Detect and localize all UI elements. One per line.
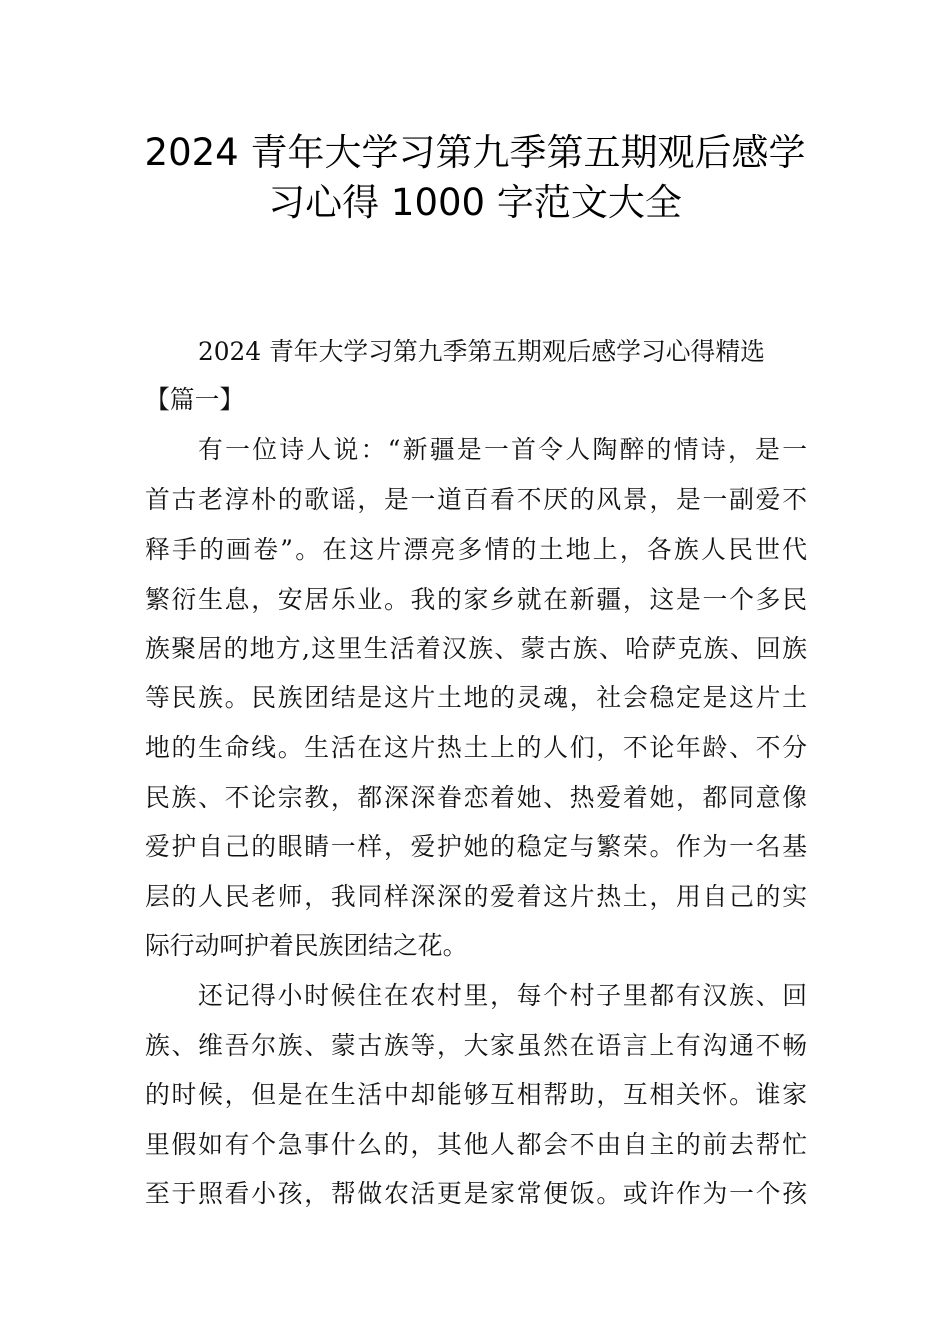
paragraph-2-line-3: 的时候，但是在生活中却能够互相帮助，互相关怀。谁家 — [145, 1080, 807, 1109]
paragraph-1-line-6: 等民族。民族团结是这片土地的灵魂，社会稳定是这片土 — [145, 683, 807, 712]
paragraph-1-line-1: 有一位诗人说：“新疆是一首令人陶醉的情诗，是一 — [198, 435, 807, 464]
paragraph-2-line-4: 里假如有个急事什么的，其他人都会不由自主的前去帮忙 — [145, 1130, 807, 1159]
paragraph-1-line-3: 释手的画卷”。在这片漂亮多情的土地上，各族人民世代 — [145, 535, 807, 564]
paragraph-1-line-9: 爱护自己的眼睛一样，爱护她的稳定与繁荣。作为一名基 — [145, 832, 807, 861]
paragraph-1-line-2: 首古老淳朴的歌谣，是一道百看不厌的风景，是一副爱不 — [145, 485, 807, 514]
paragraph-2-line-2: 族、维吾尔族、蒙古族等，大家虽然在语言上有沟通不畅 — [145, 1031, 807, 1060]
paragraph-1-line-11: 际行动呵护着民族团结之花。 — [145, 931, 468, 960]
subtitle-line-1: 2024 青年大学习第九季第五期观后感学习心得精选 — [198, 337, 765, 366]
paragraph-2-line-1: 还记得小时候住在农村里，每个村子里都有汉族、回 — [198, 981, 807, 1010]
paragraph-1-line-8: 民族、不论宗教，都深深眷恋着她、热爱着她，都同意像 — [145, 783, 807, 812]
paragraph-1-line-4: 繁衍生息，安居乐业。我的家乡就在新疆，这是一个多民 — [145, 585, 807, 614]
paragraph-2-line-5: 至于照看小孩，帮做农活更是家常便饭。或许作为一个孩 — [145, 1179, 807, 1208]
document-title-line-2: 习心得 1000 字范文大全 — [268, 181, 682, 224]
subtitle-line-2: 【篇一】 — [145, 385, 245, 414]
paragraph-1-line-10: 层的人民老师，我同样深深的爱着这片热土，用自己的实 — [145, 882, 807, 911]
paragraph-1-line-7: 地的生命线。生活在这片热土上的人们，不论年龄、不分 — [145, 733, 807, 762]
paragraph-1-line-5: 族聚居的地方,这里生活着汉族、蒙古族、哈萨克族、回族 — [145, 634, 807, 663]
document-title-line-1: 2024 青年大学习第九季第五期观后感学 — [144, 131, 806, 174]
